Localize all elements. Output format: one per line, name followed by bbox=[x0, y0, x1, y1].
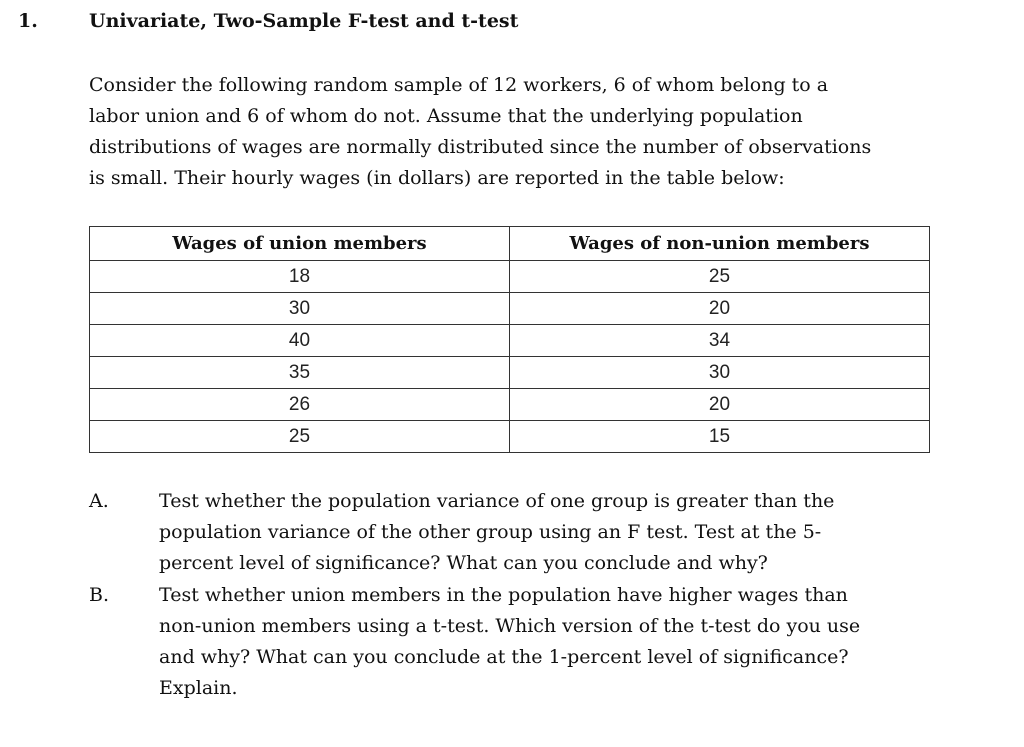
union-header: Wages of union members bbox=[90, 227, 510, 261]
non-union-wage-cell: 20 bbox=[510, 389, 930, 421]
table-header-row bbox=[90, 227, 930, 261]
table-row bbox=[90, 421, 930, 453]
wages-table bbox=[89, 226, 930, 453]
non-union-wage-cell: 25 bbox=[510, 261, 930, 293]
non-union-wage-cell: 30 bbox=[510, 357, 930, 389]
question-a-text bbox=[159, 486, 834, 579]
table-row bbox=[90, 261, 930, 293]
table-row bbox=[90, 357, 930, 389]
union-wage-cell: 26 bbox=[90, 389, 510, 421]
union-wage-cell: 18 bbox=[90, 261, 510, 293]
question-number: 1. bbox=[18, 10, 38, 32]
question-line: population variance of the other group using an F test. Test at the 5- bbox=[159, 521, 822, 543]
intro-line: Consider the following random sample of 12 workers, 6 of whom belong to a bbox=[89, 74, 829, 96]
union-wage-cell: 40 bbox=[90, 325, 510, 357]
question-line: Explain. bbox=[159, 677, 238, 699]
section-title: Univariate, Two-Sample F-test and t-test bbox=[89, 10, 519, 32]
question-line: Test whether union members in the population have higher wages than bbox=[159, 584, 848, 606]
question-b-text bbox=[159, 580, 860, 704]
union-wage-cell: 30 bbox=[90, 293, 510, 325]
question-line: non-union members using a t-test. Which version of the t-test do you use bbox=[159, 615, 861, 637]
table-row bbox=[90, 293, 930, 325]
intro-line: distributions of wages are normally distributed since the number of observations bbox=[89, 136, 872, 158]
question-a-label: A. bbox=[89, 490, 109, 512]
question-line: and why? What can you conclude at the 1-percent level of significance? bbox=[159, 646, 849, 668]
intro-paragraph bbox=[89, 70, 949, 194]
union-wage-cell: 35 bbox=[90, 357, 510, 389]
question-b-label: B. bbox=[89, 584, 110, 606]
intro-line: is small. Their hourly wages (in dollars) are reported in the table below: bbox=[89, 167, 785, 189]
table-row bbox=[90, 389, 930, 421]
non-union-wage-cell: 20 bbox=[510, 293, 930, 325]
non-union-header: Wages of non-union members bbox=[510, 227, 930, 261]
non-union-wage-cell: 34 bbox=[510, 325, 930, 357]
intro-line: labor union and 6 of whom do not. Assume that the underlying population bbox=[89, 105, 803, 127]
question-line: percent level of significance? What can you conclude and why? bbox=[159, 552, 768, 574]
table-row bbox=[90, 325, 930, 357]
union-wage-cell: 25 bbox=[90, 421, 510, 453]
non-union-wage-cell: 15 bbox=[510, 421, 930, 453]
question-line: Test whether the population variance of one group is greater than the bbox=[159, 490, 835, 512]
